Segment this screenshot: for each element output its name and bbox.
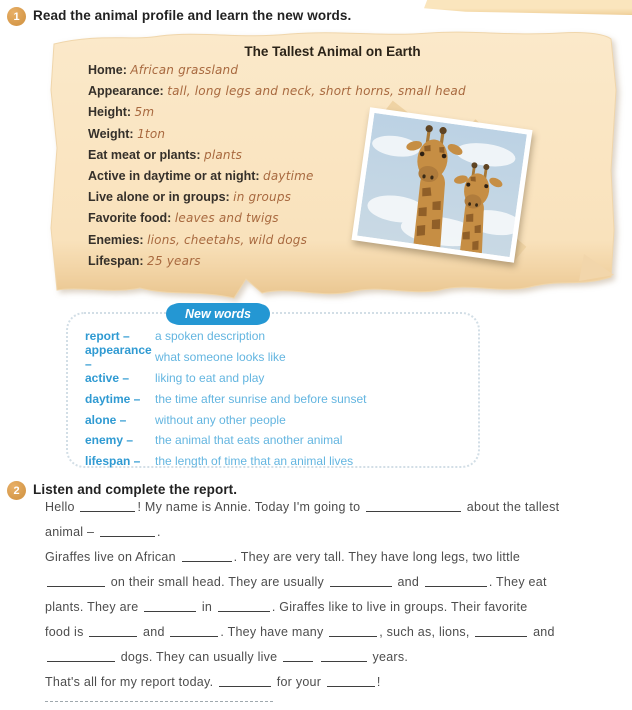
new-words-box bbox=[66, 307, 480, 469]
report-text: years. bbox=[368, 650, 409, 664]
section-1-title: Read the animal profile and learn the new words. bbox=[33, 8, 352, 23]
report-text: and bbox=[529, 625, 555, 639]
profile-row bbox=[88, 63, 466, 84]
vocab-word: enemy – bbox=[85, 433, 134, 448]
profile-label: Favorite food: bbox=[88, 211, 172, 226]
vocab-row bbox=[85, 343, 366, 372]
section-2-number-badge bbox=[7, 481, 26, 500]
report-line bbox=[45, 625, 620, 650]
profile-value: leaves and twigs bbox=[174, 211, 279, 226]
report-text: . They have many bbox=[220, 625, 328, 639]
blank-line[interactable] bbox=[321, 651, 367, 662]
profile-label: Active in daytime or at night: bbox=[88, 168, 260, 183]
blank-line[interactable] bbox=[80, 501, 135, 512]
blank-line[interactable] bbox=[475, 626, 527, 637]
profile-label: Home: bbox=[88, 63, 127, 77]
blank-line[interactable] bbox=[218, 601, 270, 612]
vocab-row bbox=[85, 409, 366, 430]
profile-value: 1ton bbox=[137, 126, 166, 141]
blank-line[interactable] bbox=[283, 651, 313, 662]
profile-label: Live alone or in groups: bbox=[88, 190, 230, 205]
vocab-definition: the length of time that an animal lives bbox=[155, 454, 354, 469]
report-fill-in-text bbox=[45, 500, 620, 700]
vocab-word: report – bbox=[85, 329, 130, 344]
vocab-definition: a spoken description bbox=[155, 329, 266, 344]
vocab-definition: what someone looks like bbox=[155, 350, 286, 365]
vocab-row bbox=[85, 451, 366, 472]
report-text: . They eat bbox=[488, 575, 547, 589]
report-text: . Giraffes like to live in groups. Their favorite bbox=[271, 600, 528, 614]
vocab-word: alone – bbox=[85, 412, 127, 427]
section-1-number: 1 bbox=[13, 10, 20, 23]
report-text: dogs. They can usually live bbox=[117, 650, 282, 664]
profile-row bbox=[88, 84, 466, 105]
blank-line[interactable] bbox=[366, 501, 461, 512]
two-giraffes-illustration bbox=[357, 113, 527, 257]
profile-label: Lifespan: bbox=[88, 253, 144, 268]
profile-value: lions, cheetahs, wild dogs bbox=[147, 232, 308, 247]
section-2-number: 2 bbox=[13, 484, 20, 497]
vocab-word: lifespan – bbox=[85, 454, 141, 469]
profile-value: tall, long legs and neck, short horns, small head bbox=[167, 84, 466, 99]
blank-line[interactable] bbox=[100, 526, 155, 537]
profile-label: Height: bbox=[88, 105, 132, 120]
blank-line[interactable] bbox=[329, 626, 377, 637]
torn-paper-edge bbox=[424, 0, 632, 15]
report-line bbox=[45, 500, 620, 525]
profile-value: 5m bbox=[134, 105, 155, 120]
blank-line[interactable] bbox=[219, 676, 271, 687]
report-line bbox=[45, 575, 620, 600]
report-text: Giraffes live on African bbox=[45, 550, 180, 564]
vocab-word: daytime – bbox=[85, 391, 141, 406]
blank-line[interactable] bbox=[425, 576, 487, 587]
vocab-row bbox=[85, 368, 366, 389]
profile-value: African grassland bbox=[130, 63, 239, 77]
blank-line[interactable] bbox=[182, 551, 232, 562]
blank-line[interactable] bbox=[170, 626, 218, 637]
report-text: and bbox=[139, 625, 169, 639]
blank-line[interactable] bbox=[89, 626, 137, 637]
report-text: and bbox=[393, 575, 423, 589]
vocab-definition: liking to eat and play bbox=[155, 370, 265, 385]
report-text: Hello bbox=[45, 500, 79, 514]
profile-value: 25 years bbox=[147, 253, 201, 268]
report-line bbox=[45, 675, 620, 700]
profile-value: in groups bbox=[233, 190, 292, 205]
vocab-word: appearance – bbox=[85, 343, 152, 372]
new-words-list bbox=[85, 326, 366, 472]
report-line bbox=[45, 550, 620, 575]
report-text: in bbox=[198, 600, 216, 614]
report-line bbox=[45, 650, 620, 675]
profile-row bbox=[88, 254, 466, 275]
blank-line[interactable] bbox=[47, 576, 105, 587]
profile-value: plants bbox=[204, 147, 243, 162]
section-1-number-badge bbox=[7, 7, 26, 26]
report-text: . bbox=[156, 525, 161, 539]
report-text: . They are very tall. They have long legs, two little bbox=[233, 550, 521, 564]
report-text: ! My name is Annie. Today I'm going to bbox=[137, 500, 365, 514]
profile-label: Appearance: bbox=[88, 84, 164, 99]
blank-line[interactable] bbox=[144, 601, 196, 612]
vocab-row bbox=[85, 388, 366, 409]
profile-label: Eat meat or plants: bbox=[88, 147, 201, 162]
vocab-definition: the time after sunrise and before sunset bbox=[155, 391, 367, 406]
section-2-title: Listen and complete the report. bbox=[33, 482, 238, 497]
cutoff-dashed-line bbox=[45, 701, 273, 702]
report-text: for your bbox=[273, 675, 325, 689]
giraffes-photo bbox=[351, 107, 532, 263]
report-text: animal – bbox=[45, 525, 98, 539]
report-text: about the tallest bbox=[463, 500, 560, 514]
vocab-row bbox=[85, 430, 366, 451]
blank-line[interactable] bbox=[47, 651, 115, 662]
report-text: on their small head. They are usually bbox=[107, 575, 328, 589]
vocab-definition: without any other people bbox=[155, 412, 286, 427]
profile-title: The Tallest Animal on Earth bbox=[244, 44, 421, 59]
profile-value: daytime bbox=[263, 168, 314, 183]
vocab-word: active – bbox=[85, 370, 130, 385]
report-text: That's all for my report today. bbox=[45, 675, 218, 689]
profile-label: Weight: bbox=[88, 126, 134, 141]
blank-line[interactable] bbox=[327, 676, 375, 687]
report-text bbox=[315, 650, 319, 664]
report-text: plants. They are bbox=[45, 600, 143, 614]
blank-line[interactable] bbox=[330, 576, 392, 587]
report-text: ! bbox=[376, 675, 381, 689]
profile-label: Enemies: bbox=[88, 232, 144, 247]
report-text: food is bbox=[45, 625, 88, 639]
new-words-badge: New words bbox=[168, 303, 268, 325]
vocab-definition: the animal that eats another animal bbox=[155, 433, 343, 448]
report-line bbox=[45, 600, 620, 625]
report-line bbox=[45, 525, 620, 550]
animal-profile-card bbox=[40, 28, 625, 306]
report-text: , such as, lions, bbox=[379, 625, 474, 639]
